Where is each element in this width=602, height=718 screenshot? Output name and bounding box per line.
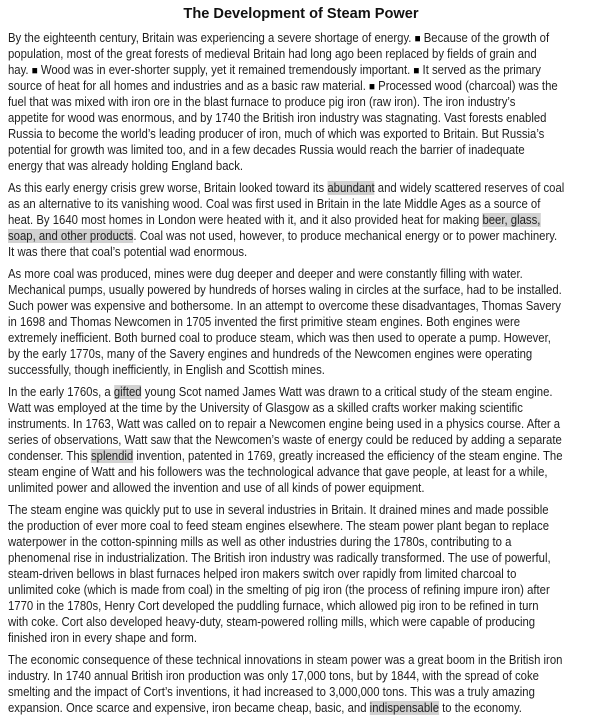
text-line [8,228,558,244]
text-run: and widely scattered reserves of coal [374,181,565,195]
text-run: It was there that coal’s potential wad enormous. [8,245,248,259]
text-line [8,630,535,646]
text-run: Russia to become the world’s leading producer of iron, much of which was exported to Britain. But Russia’s [8,127,545,141]
text-run: in 1698 and Thomas Newcomen in 1705 invented the first primitive steam engines. Both engines were [8,315,521,329]
text-run: potential for growth was limited too, and in a few decades Russia would reach the barrier of inadequate [8,143,525,157]
text-run: By the eighteenth century, Britain was experiencing a severe shortage of energy. [8,31,415,45]
text-line [8,416,561,432]
text-run: fuel that was mixed with iron ore in the blast furnace to produce pig iron (raw iron). The iron industry’s [8,95,516,109]
text-run: steam-driven bellows in blast furnaces helped iron makers switch over rapidly from limited charcoal to [8,567,517,581]
text-run: heat. By 1640 most homes in London were heated with it, and it also provided heat for making [8,213,483,227]
text-line [8,212,541,228]
text-line [8,432,562,448]
text-line [8,448,563,464]
highlighted-term: abundant [327,181,375,195]
text-run: It served as the primary [419,63,541,77]
text-run: condenser. This [8,449,91,463]
text-line [8,46,535,62]
text-line [8,266,535,282]
text-run: by the early 1770s, many of the Savery engines and hundreds of the Newcomen engines were operating [8,347,533,361]
text-line [8,110,547,126]
text-run: The economic consequence of these technical innovations in steam power was a great boom in the British iron [8,653,563,667]
paragraph [8,502,594,646]
insertion-marker-icon[interactable]: ■ [31,65,38,77]
text-run: As more coal was produced, mines were dug deeper and deeper and were constantly filling with water. [8,267,523,281]
text-run: unlimited coke (which is made from coal) in the smelting of pig iron (the process of refining impure iron) after [8,583,550,597]
insertion-marker-icon[interactable]: ■ [413,65,420,77]
text-run: instruments. In 1763, Watt was called on to repair a Newcomen engine being used in a physics course. After a [8,417,561,431]
text-line [8,464,548,480]
highlighted-term: indispensable [369,701,440,715]
text-run: Wood was in ever-shorter supply, yet it remained tremendously important. [37,63,414,77]
text-line [8,362,535,378]
text-run: successfully, though inefficiently, in English and Scottish mines. [8,363,325,377]
text-line [8,244,535,260]
text-run: As this early energy crisis grew worse, Britain looked toward its [8,181,328,195]
text-run: population, most of the great forests of medieval Britain had long ago been replaced by fields of grain and [8,47,537,61]
text-line [8,502,549,518]
insertion-marker-icon[interactable]: ■ [414,33,421,45]
text-run: Processed wood (charcoal) was the [374,79,558,93]
text-run: smelting and the impact of Cort’s inventions, it had increased to 3,000,000 tons. This was a truly amazing [8,685,535,699]
text-line [8,614,535,630]
text-line [8,78,558,94]
text-run: Mechanical pumps, usually powered by hundreds of horses waling in circles at the surface, had to be installed. [8,283,562,297]
text-run: Watt was employed at the time by the University of Glasgow as a skilled crafts worker making scientific [8,401,523,415]
text-run: source of heat for all homes and industries and as a basic raw material. [8,79,369,93]
passage-title: The Development of Steam Power [183,6,419,22]
text-run: finished iron in every shape and form. [8,631,198,645]
text-run: hay. [8,63,32,77]
text-line [8,314,535,330]
text-line [8,158,535,174]
text-line [8,400,535,416]
text-run: . Coal was not used, however, to produce mechanical energy or to power machinery. [133,229,558,243]
text-run: 1770 in the 1780s, Henry Cort developed the puddling furnace, which allowed pig iron to be refined in turn [8,599,539,613]
highlighted-term: beer, glass, [482,213,541,227]
text-run: expansion. Once scarce and expensive, iron became cheap, basic, and [8,701,370,715]
paragraph [8,384,594,496]
text-run: extremely inefficient. Both burned coal to produce steam, which was then used to operate a pump. However, [8,331,551,345]
text-line [8,126,545,142]
text-run: young Scot named James Watt was drawn to a critical study of the steam engine. [141,385,553,399]
text-line [8,142,535,158]
text-line [8,684,535,700]
text-run: In the early 1760s, a [8,385,114,399]
text-run: industry. In 1740 annual British iron production was only 17,000 tons, but by 1844, with the spread of coke [8,669,539,683]
text-line [8,94,535,110]
text-line [8,550,551,566]
text-line [8,582,550,598]
text-run: energy that was already holding England back. [8,159,244,173]
text-run: unlimited power and allowed the invention and use of all kinds of power equipment. [8,481,425,495]
text-run: phenomenal rise in industrialization. The British iron industry was radically transformed. The use of powerful, [8,551,551,565]
text-line [8,282,562,298]
paragraph [8,266,594,378]
text-run: The steam engine was quickly put to use in several industries in Britain. It drained mines and made possible [8,503,549,517]
text-run: the production of ever more coal to feed steam engines elsewhere. The steam power plant began to replace [8,519,550,533]
text-line [8,30,550,46]
text-run: to the economy. [439,701,522,715]
text-line [8,384,553,400]
text-line [8,180,565,196]
text-run: waterpower in the cotton-spinning mills as well as other industries during the 1780s, contributing to a [8,535,512,549]
text-line [8,330,551,346]
highlighted-term: soap, and other products [8,229,134,243]
text-line [8,62,541,78]
text-line [8,668,539,684]
paragraph [8,652,594,716]
insertion-marker-icon[interactable]: ■ [368,81,375,93]
text-run: steam engine of Watt and his followers was the technological advance that gave people, at least for a while, [8,465,548,479]
text-run: with coke. Cort also developed heavy-duty, steam-powered rolling mills, which were capable of producing [8,615,536,629]
text-line [8,534,535,550]
highlighted-term: splendid [90,449,134,463]
text-run: as an alternative to its vanishing wood. Coal was first used in Britain in the late Middle Ages as a source of [8,197,541,211]
text-line [8,298,561,314]
text-line [8,346,535,362]
paragraph [8,30,594,174]
text-run: series of observations, Watt saw that the Newcomen’s waste of energy could be reduced by adding a separate [8,433,562,447]
text-line [8,700,535,716]
text-run: Such power was expensive and bothersome. In an attempt to overcome these disadvantages, Thomas Savery [8,299,561,313]
text-line [8,598,539,614]
text-line [8,652,563,668]
text-run: Because of the growth of [420,31,550,45]
highlighted-term: gifted [113,385,142,399]
text-line [8,480,535,496]
paragraph [8,180,594,260]
text-line [8,196,541,212]
text-line [8,566,535,582]
text-run: invention, patented in 1769, greatly increased the efficiency of the steam engine. The [133,449,563,463]
text-line [8,518,550,534]
text-run: appetite for wood was enormous, and by 1740 the British iron industry was stagnating. Vast forests enabled [8,111,547,125]
passage-body [8,30,594,716]
